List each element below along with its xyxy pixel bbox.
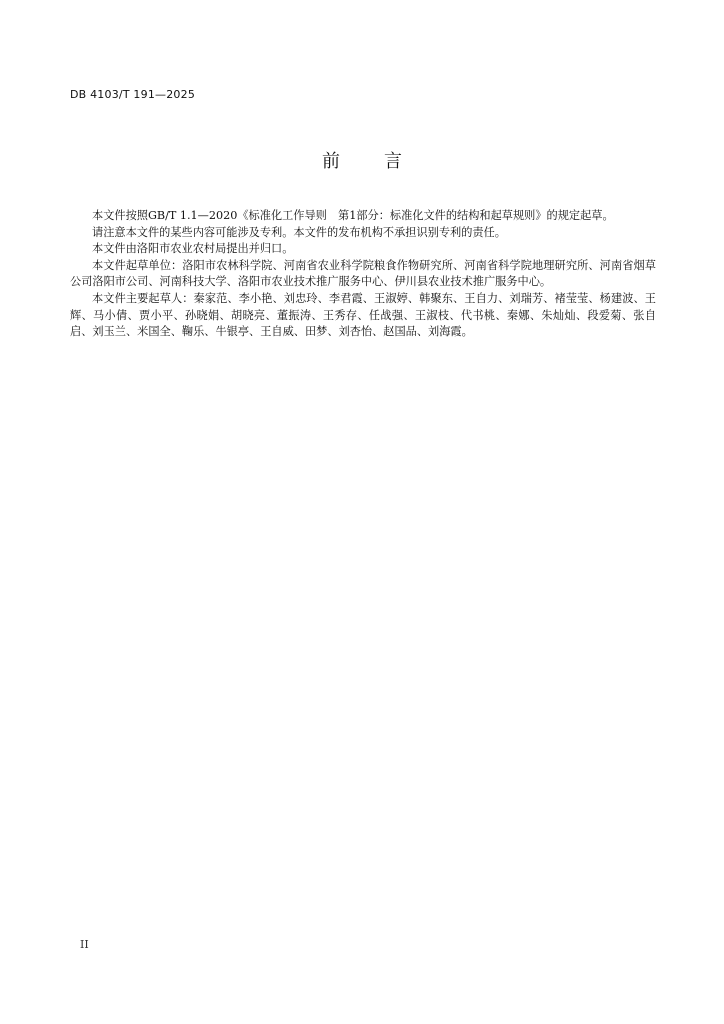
paragraph-drafting-units: 本文件起草单位：洛阳市农林科学院、河南省农业科学院粮食作物研究所、河南省科学院地理研究所、河南省烟草公司洛阳市公司、河南科技大学、洛阳市农业技术推广服务中心、伊川县农业技术推广服务中心。 xyxy=(70,258,656,289)
paragraph-drafters: 本文件主要起草人：秦家范、李小艳、刘忠玲、李君霞、王淑婷、韩聚东、王自力、刘瑞芳、褚莹莹、杨建波、王辉、马小倩、贾小平、孙晓娟、胡晓亮、董振涛、王秀存、任战强、王淑枝、代书桃、秦娜、朱灿灿、段爱菊、张自启、刘玉兰、米国全、鞠乐、牛银亭、王自威、田梦、刘杏怡、赵国品、刘海霞。 xyxy=(70,291,656,339)
page-number: II xyxy=(80,938,89,951)
paragraph-drafting-rules: 本文件按照GB/T 1.1—2020《标准化工作导则 第1部分：标准化文件的结构和起草规则》的规定起草。 xyxy=(92,209,614,222)
paragraph-patent-notice: 请注意本文件的某些内容可能涉及专利。本文件的发布机构不承担识别专利的责任。 xyxy=(92,225,506,239)
paragraph-proposer: 本文件由洛阳市农业农村局提出并归口。 xyxy=(92,242,294,256)
page-title: 前言 xyxy=(322,151,446,172)
standard-code: DB 4103/T 191—2025 xyxy=(70,88,196,101)
foreword-body xyxy=(70,208,656,341)
